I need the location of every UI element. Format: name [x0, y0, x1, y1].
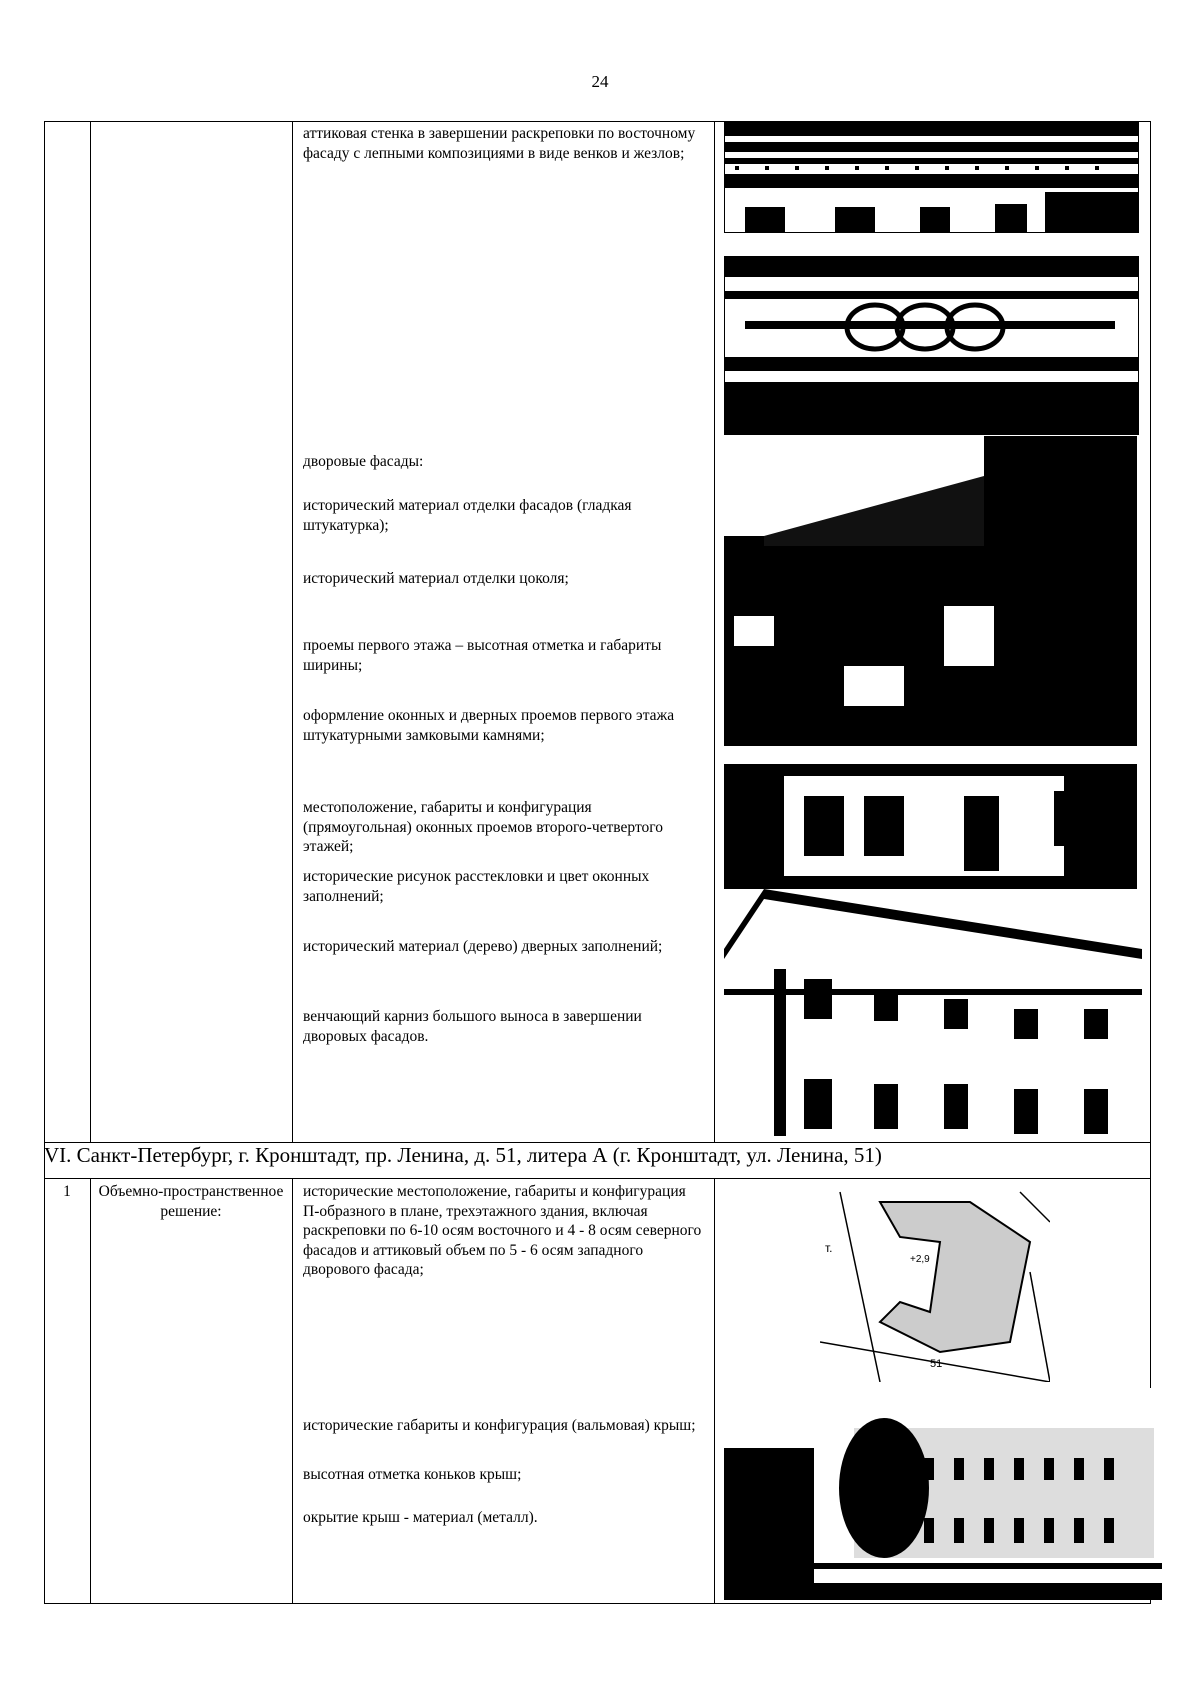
- building-volume-item: исторические местоположение, габариты и конфигурация П-образного в плане, трехэтажного здания, включая раскреповки по 6-10 осям восточного и 4 - 8 осям северного фасадов и аттиковый объем по 5 - 6 осям западного дворового фасада;: [303, 1183, 702, 1278]
- heading-bottom-border: [44, 1178, 1151, 1179]
- col-divider-1: [90, 121, 91, 1143]
- plinth-material-item: исторический материал отделки цоколя;: [303, 570, 569, 587]
- courtyard-photo-2: [724, 889, 1142, 1136]
- roof-config-item: исторические габариты и конфигурация (вальмовая) крыш;: [303, 1417, 696, 1434]
- col-divider-2: [292, 121, 293, 1143]
- table-bottom-border: [44, 1603, 1151, 1604]
- plan-street-label: т.: [825, 1241, 833, 1255]
- wreath-photo: [724, 256, 1139, 435]
- window-openings-item: местоположение, габариты и конфигурация (прямоугольная) оконных проемов второго-четвертого этажей;: [303, 799, 663, 855]
- row-number: 1: [63, 1183, 71, 1200]
- row-category: Объемно-пространственное решение:: [98, 1183, 284, 1220]
- page-number: 24: [591, 72, 609, 91]
- table-right-border: [1150, 121, 1151, 1604]
- attic-wall-item: аттиковая стенка в завершении раскреповки по восточному фасаду с лепными композициями в виде венков и жезлов;: [303, 125, 696, 162]
- courtyard-photo-1: [724, 436, 1137, 892]
- street-facade-photo: [724, 1388, 1162, 1600]
- table-left-border: [44, 121, 45, 1604]
- site-plan: [820, 1182, 1050, 1382]
- col-divider-3b: [714, 1178, 715, 1604]
- col-divider-1b: [90, 1178, 91, 1604]
- col-divider-2b: [292, 1178, 293, 1604]
- plan-number-label: 51: [930, 1358, 943, 1370]
- col-divider-3: [714, 121, 715, 1143]
- facade-material-item: исторический материал отделки фасадов (гладкая штукатурка);: [303, 497, 632, 534]
- plan-elevation-label: +2,9: [910, 1254, 930, 1265]
- roof-covering-item: окрытие крыш - материал (металл).: [303, 1509, 538, 1526]
- ground-openings-item: проемы первого этажа – высотная отметка и габариты ширины;: [303, 637, 662, 674]
- cornice-item: венчающий карниз большого выноса в завершении дворовых фасадов.: [303, 1008, 642, 1045]
- ridge-height-item: высотная отметка коньков крыш;: [303, 1466, 522, 1483]
- door-material-item: исторический материал (дерево) дверных заполнений;: [303, 938, 663, 955]
- attic-wall-photo: [724, 121, 1139, 233]
- section-heading: VI. Санкт-Петербург, г. Кронштадт, пр. Ленина, д. 51, литера А (г. Кронштадт, ул. Ленина, 51): [44, 1143, 882, 1167]
- keystone-decoration-item: оформление оконных и дверных проемов первого этажа штукатурными замковыми камнями;: [303, 707, 675, 744]
- courtyard-facades-heading: дворовые фасады:: [303, 453, 424, 470]
- glazing-pattern-item: исторические рисунок расстекловки и цвет оконных заполнений;: [303, 868, 650, 905]
